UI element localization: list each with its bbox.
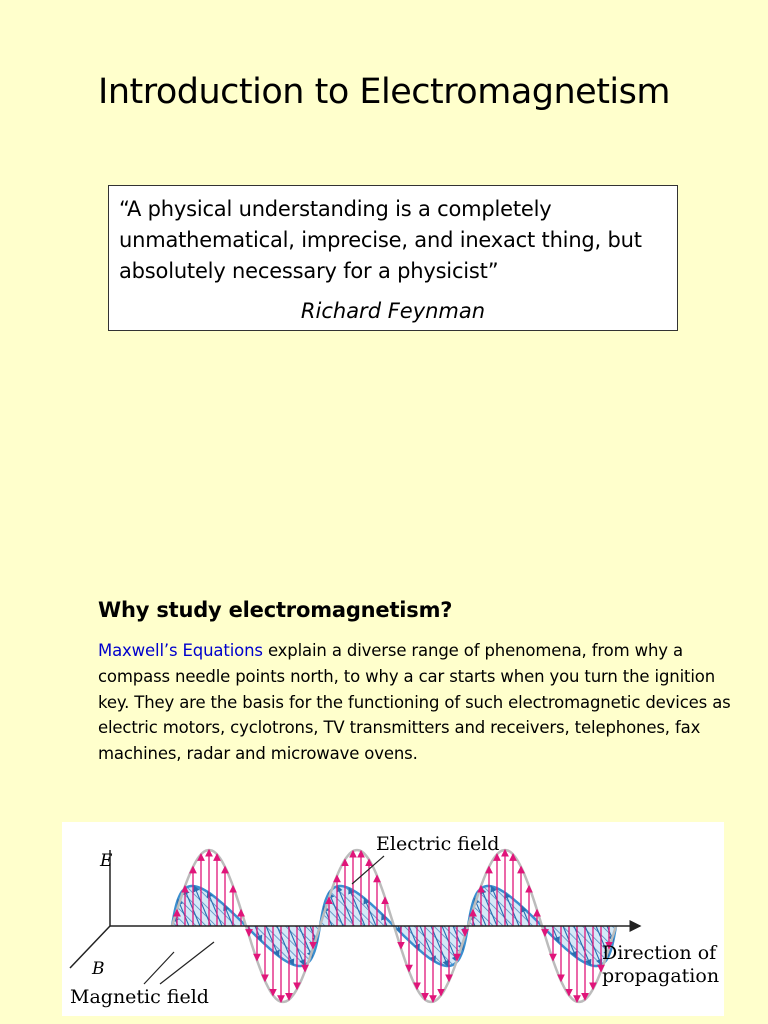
maxwell-equations-link[interactable]: Maxwell’s Equations [98,641,263,660]
direction-label-line2: propagation [602,965,720,987]
b-axis-label: B [92,959,105,979]
quote-text: “A physical understanding is a completely unmathematical, imprecise, and inexact thing, but absolutely necessary for a physicist” [119,197,642,283]
magnetic-field-pointer-2 [144,952,174,984]
magnetic-field-pointer-1 [160,942,214,984]
section-body-text: explain a diverse range of phenomena, from why a compass needle points north, to why a car starts when you turn the ignition key. They are the basis for the functioning of such electromagnetic devices as electric motors, cyclotrons, TV transmitters and receivers, telephones, fax machines, radar and microwave ovens. [98,641,731,764]
electric-field-label: Electric field [376,833,500,855]
direction-label-line1: Direction of [602,942,717,964]
em-wave-diagram [62,822,724,1016]
quote-box [108,185,678,331]
page-title: Introduction to Electromagnetism [98,72,670,112]
quote-author: Richard Feynman [300,299,486,323]
em-wave-figure [62,822,724,1016]
e-axis-label: E [100,851,113,871]
section-body [98,638,738,767]
magnetic-field-label: Magnetic field [70,986,209,1008]
section-heading: Why study electromagnetism? [98,598,453,622]
